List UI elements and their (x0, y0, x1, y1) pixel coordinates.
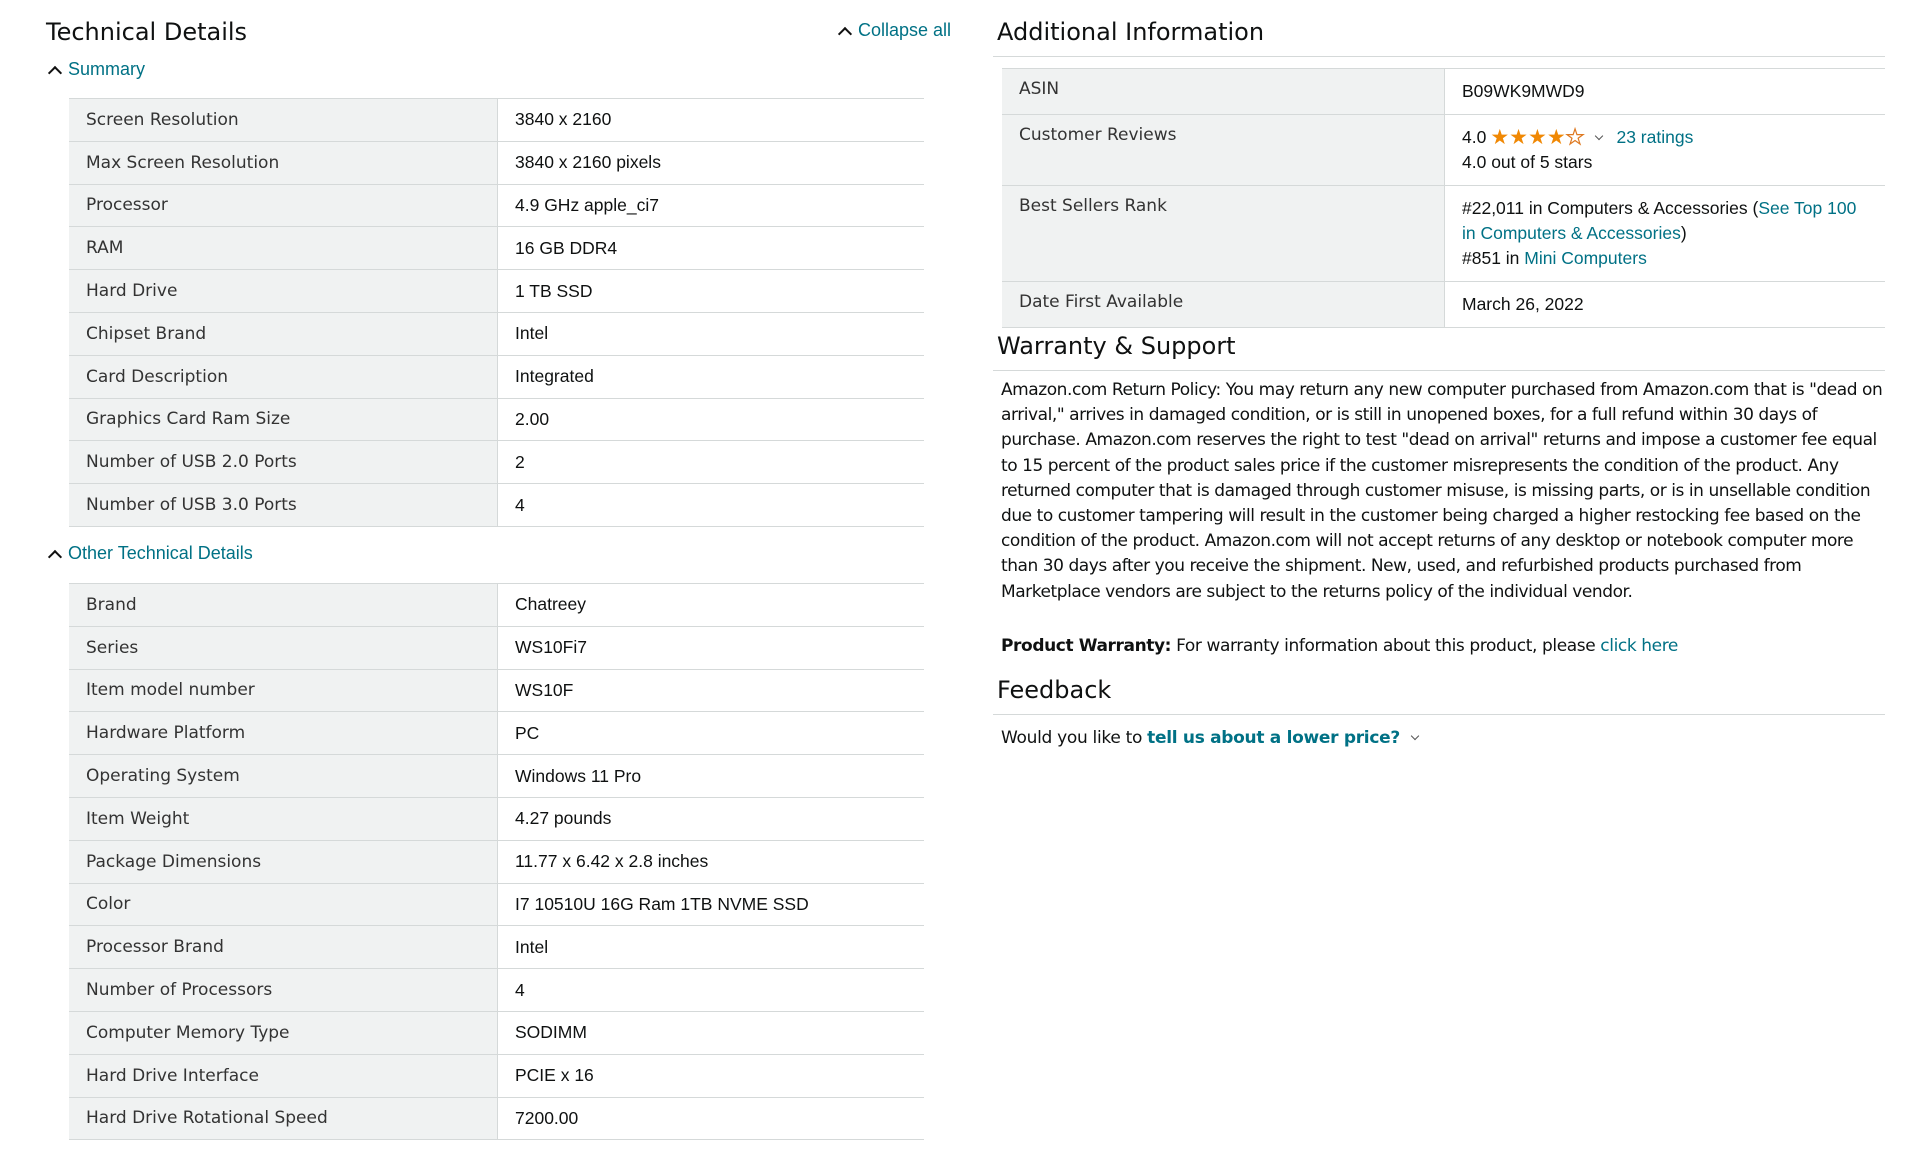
best-sellers-rank-value (1445, 186, 1886, 282)
spec-value: 4.9 GHz apple_ci7 (498, 184, 925, 227)
spec-label: Brand (69, 584, 498, 627)
spec-label: RAM (69, 227, 498, 270)
warranty-support-title: Warranty & Support (997, 332, 1236, 360)
see-top-100-link[interactable]: See Top 100 in Computers & Accessories (1462, 198, 1857, 243)
divider (993, 370, 1885, 371)
table-row (69, 398, 924, 441)
spec-value: I7 10510U 16G Ram 1TB NVME SSD (498, 883, 925, 926)
table-row (69, 883, 924, 926)
spec-label: Hard Drive Interface (69, 1054, 498, 1097)
feedback-line (1001, 728, 1432, 748)
table-row (69, 840, 924, 883)
table-row (1002, 115, 1885, 186)
table-row (69, 669, 924, 712)
chevron-up-icon (838, 26, 852, 40)
product-warranty-text: For warranty information about this product, please (1171, 636, 1601, 656)
spec-value: 11.77 x 6.42 x 2.8 inches (498, 840, 925, 883)
table-row (1002, 69, 1885, 115)
spec-value: 2 (498, 441, 925, 484)
date-first-available-value: March 26, 2022 (1462, 294, 1584, 314)
feedback-title: Feedback (997, 676, 1112, 704)
table-row (1002, 282, 1885, 328)
spec-value: Intel (498, 312, 925, 355)
table-row (69, 441, 924, 484)
table-row (69, 797, 924, 840)
table-row (69, 270, 924, 313)
spec-label: Item Weight (69, 797, 498, 840)
other-details-label: Other Technical Details (68, 543, 253, 563)
star-rating[interactable] (1490, 125, 1585, 149)
customer-reviews-value (1445, 115, 1886, 186)
table-row (69, 227, 924, 270)
spec-label: Processor (69, 184, 498, 227)
spec-value: 2.00 (498, 398, 925, 441)
star-empty-icon: ★ (1565, 125, 1585, 149)
spec-value: 16 GB DDR4 (498, 227, 925, 270)
spec-value: Integrated (498, 355, 925, 398)
spec-label: Color (69, 883, 498, 926)
rank-1-suffix: ) (1680, 223, 1687, 243)
spec-value: PCIE x 16 (498, 1054, 925, 1097)
collapse-all-label: Collapse all (858, 20, 952, 40)
chevron-down-icon[interactable] (1411, 732, 1419, 740)
table-row (69, 969, 924, 1012)
customer-reviews-label: Customer Reviews (1002, 115, 1445, 186)
spec-value: 4.27 pounds (498, 797, 925, 840)
star-full-icon: ★ (1509, 125, 1528, 149)
table-row (69, 312, 924, 355)
star-full-icon: ★ (1490, 125, 1510, 149)
feedback-prompt: Would you like to (1001, 728, 1148, 748)
rank-1-text: #22,011 in Computers & Accessories ( (1462, 198, 1759, 218)
additional-info-table (1002, 68, 1885, 328)
rating-text: 4.0 out of 5 stars (1462, 152, 1593, 172)
spec-value: Intel (498, 926, 925, 969)
table-row (69, 584, 924, 627)
spec-label: Number of USB 2.0 Ports (69, 441, 498, 484)
table-row (69, 484, 924, 527)
product-warranty-line (1001, 636, 1678, 656)
spec-label: Package Dimensions (69, 840, 498, 883)
divider (993, 714, 1885, 715)
summary-label: Summary (68, 59, 146, 79)
technical-details-title: Technical Details (46, 18, 248, 46)
mini-computers-link[interactable]: Mini Computers (1524, 248, 1647, 268)
rating-number: 4.0 (1462, 127, 1487, 147)
chevron-up-icon (48, 65, 62, 79)
spec-value: 4 (498, 969, 925, 1012)
spec-label: Hardware Platform (69, 712, 498, 755)
spec-label: Series (69, 626, 498, 669)
best-sellers-rank-label: Best Sellers Rank (1002, 186, 1445, 282)
asin-label: ASIN (1002, 69, 1445, 115)
spec-label: Hard Drive (69, 270, 498, 313)
spec-value: SODIMM (498, 1011, 925, 1054)
spec-label: Computer Memory Type (69, 1011, 498, 1054)
table-row (69, 184, 924, 227)
divider (993, 56, 1885, 57)
spec-label: Operating System (69, 755, 498, 798)
star-full-icon: ★ (1546, 125, 1566, 149)
spec-value: 7200.00 (498, 1097, 925, 1140)
click-here-link[interactable]: click here (1600, 636, 1678, 656)
table-row (69, 626, 924, 669)
spec-label: Screen Resolution (69, 99, 498, 142)
spec-value: 3840 x 2160 (498, 99, 925, 142)
spec-value: WS10F (498, 669, 925, 712)
lower-price-link[interactable]: tell us about a lower price? (1147, 728, 1400, 748)
spec-value: WS10Fi7 (498, 626, 925, 669)
additional-info-title: Additional Information (997, 18, 1265, 46)
spec-value: Windows 11 Pro (498, 755, 925, 798)
chevron-up-icon (48, 549, 62, 563)
table-row (69, 1054, 924, 1097)
spec-label: Graphics Card Ram Size (69, 398, 498, 441)
table-row (69, 99, 924, 142)
spec-value: 4 (498, 484, 925, 527)
spec-label: Max Screen Resolution (69, 141, 498, 184)
table-row (69, 1011, 924, 1054)
rank-2-text: #851 in (1462, 248, 1525, 268)
other-details-table (69, 583, 924, 1140)
spec-value: 3840 x 2160 pixels (498, 141, 925, 184)
collapse-all-link[interactable] (836, 20, 951, 41)
spec-value: PC (498, 712, 925, 755)
table-row (69, 755, 924, 798)
spec-label: Processor Brand (69, 926, 498, 969)
table-row (69, 1097, 924, 1140)
spec-label: Item model number (69, 669, 498, 712)
date-first-available-label: Date First Available (1002, 282, 1445, 328)
table-row (1002, 186, 1885, 282)
summary-table (69, 98, 924, 527)
spec-label: Hard Drive Rotational Speed (69, 1097, 498, 1140)
table-row (69, 926, 924, 969)
spec-label: Card Description (69, 355, 498, 398)
spec-label: Chipset Brand (69, 312, 498, 355)
spec-value: Chatreey (498, 584, 925, 627)
other-details-toggle[interactable] (46, 543, 253, 564)
table-row (69, 355, 924, 398)
ratings-count-link[interactable]: 23 ratings (1616, 127, 1694, 147)
asin-value: B09WK9MWD9 (1462, 81, 1585, 101)
table-row (69, 141, 924, 184)
summary-toggle[interactable] (46, 59, 145, 80)
spec-label: Number of Processors (69, 969, 498, 1012)
star-full-icon: ★ (1527, 125, 1547, 149)
spec-label: Number of USB 3.0 Ports (69, 484, 498, 527)
spec-value: 1 TB SSD (498, 270, 925, 313)
return-policy-text: Amazon.com Return Policy: You may return any new computer purchased from Amazon.com that is "dead on arrival," arrives in damaged condition, or is still in unopened boxes, for a full refund within 30 days of purchase. Amazon.com reserves the right to test "dead on arrival" returns and impose a customer fee equal to 15 percent of the product sales price if the customer misrepresents the condition of the product. Any returned computer that is damaged through customer misuse, is missing parts, or is in unsellable condition due to customer tampering will result in the customer being charged a higher restocking fee based on the condition of the product. Amazon.com will not accept returns of any desktop or notebook computer more than 30 days after you receive the shipment. New, used, and refurbished products purchased from Marketplace vendors are subject to the returns policy of the individual vendor. (1001, 380, 1883, 602)
table-row (69, 712, 924, 755)
chevron-down-icon[interactable] (1595, 131, 1603, 139)
product-warranty-label: Product Warranty: (1001, 636, 1172, 656)
